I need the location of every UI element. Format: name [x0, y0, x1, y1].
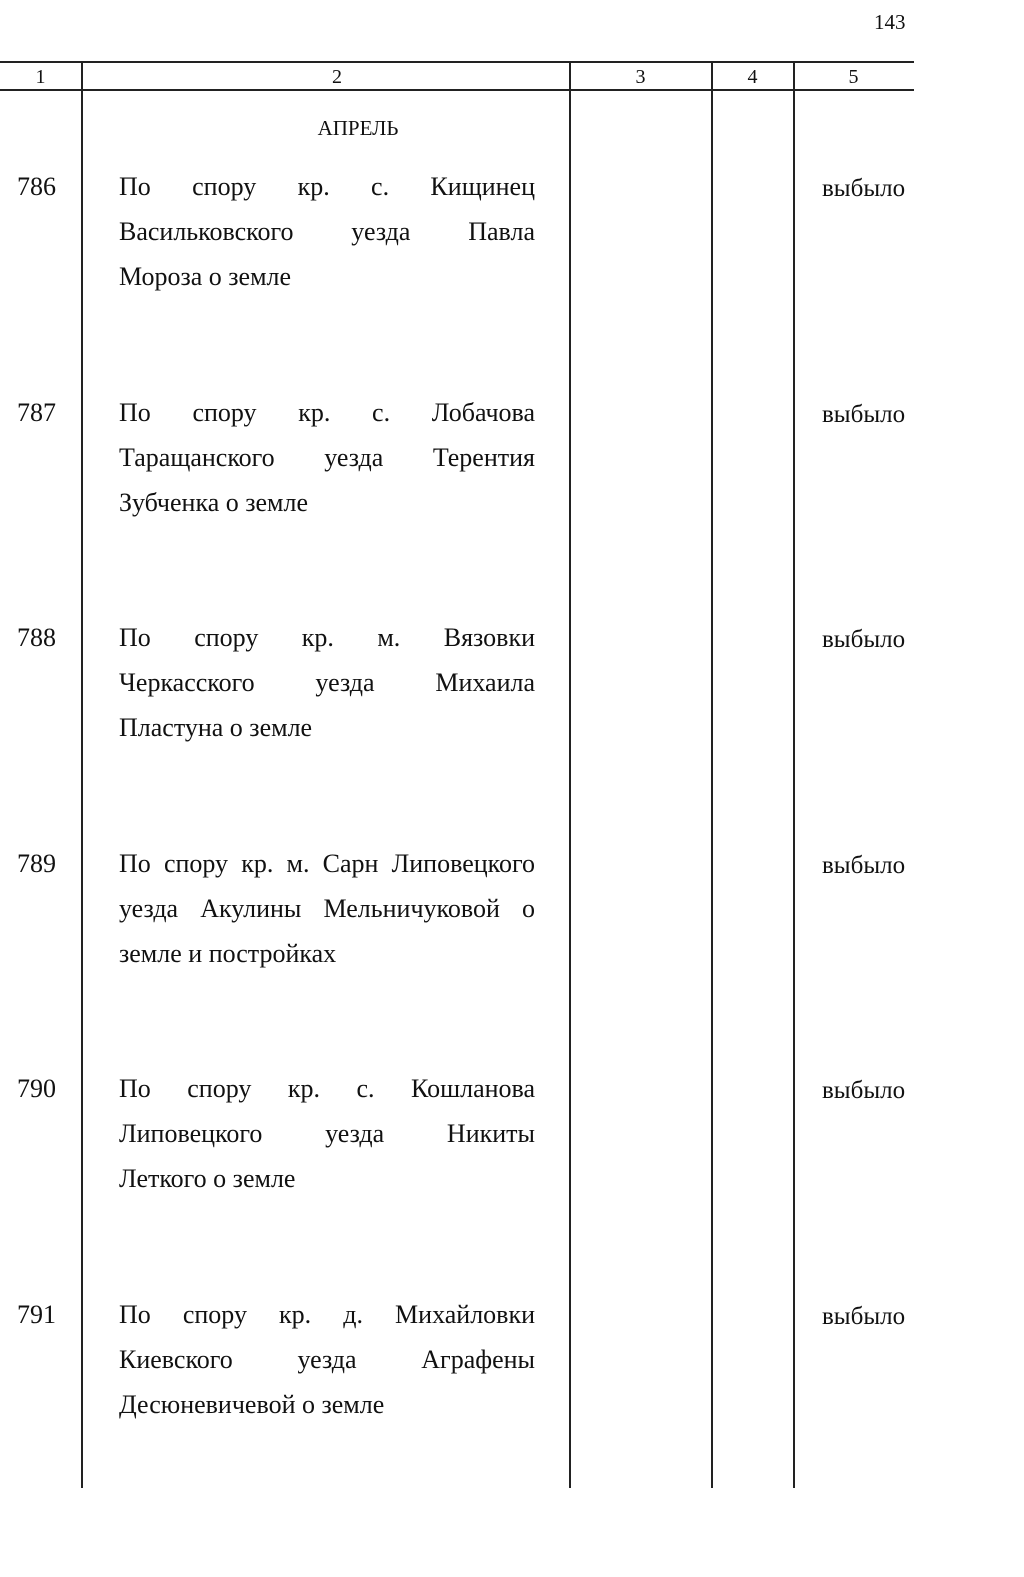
- description-line: По спору кр. с. Кищинец: [119, 172, 535, 201]
- description-line: Васильковского уезда Павла: [119, 217, 535, 246]
- entry-description: [119, 849, 535, 984]
- table-row: [0, 1074, 1024, 1299]
- entry-number: 789: [17, 848, 56, 878]
- entry-status: выбыло: [822, 1077, 906, 1104]
- description-line: По спору кр. д. Михайловки: [119, 1299, 535, 1329]
- description-line: Таращанского уезда Терентия: [119, 442, 535, 472]
- table-row: [0, 1300, 1024, 1525]
- entry-description: [119, 623, 535, 758]
- entry-status: выбыло: [822, 175, 906, 202]
- table-row: [0, 398, 1024, 623]
- header-col-1: 1: [35, 66, 46, 88]
- description-line: По спору кр. с. Лобачова: [119, 397, 535, 427]
- table-row: [0, 623, 1024, 848]
- entry-status: выбыло: [822, 851, 906, 879]
- description-line: Зубченка о земле: [119, 487, 309, 517]
- entry-number: 790: [17, 1074, 56, 1103]
- description-line: уезда Акулины Мельничуковой о: [119, 893, 535, 923]
- entry-status: выбыло: [822, 626, 906, 653]
- header-col-5: 5: [848, 66, 859, 88]
- table-top-rule: [0, 61, 914, 63]
- entry-number: 786: [17, 172, 56, 201]
- description-line: По спору кр. м. Сарн Липовецкого: [119, 848, 535, 878]
- entry-description: [119, 1300, 535, 1435]
- description-line: Липовецкого уезда Никиты: [119, 1119, 535, 1148]
- description-line: Черкасского уезда Михаила: [119, 668, 535, 697]
- table-row: [0, 172, 1024, 397]
- page-number: 143: [874, 10, 906, 34]
- entry-number: 788: [17, 623, 56, 652]
- header-col-3: 3: [635, 66, 646, 88]
- description-line: Мороза о земле: [119, 262, 292, 291]
- table-row: [0, 849, 1024, 1074]
- description-line: По спору кр. м. Вязовки: [119, 623, 535, 652]
- description-line: Леткого о земле: [119, 1164, 296, 1193]
- entry-description: [119, 172, 535, 307]
- description-line: земле и постройках: [119, 938, 337, 968]
- entry-status: выбыло: [822, 400, 906, 428]
- month-heading: АПРЕЛЬ: [317, 116, 399, 140]
- entry-description: [119, 398, 535, 533]
- entry-description: [119, 1074, 535, 1209]
- description-line: Десюневичевой о земле: [119, 1389, 385, 1419]
- description-line: По спору кр. с. Кошланова: [119, 1074, 535, 1103]
- entry-status: выбыло: [822, 1302, 906, 1330]
- description-line: Пластуна о земле: [119, 713, 313, 742]
- description-line: Киевского уезда Аграфены: [119, 1344, 535, 1374]
- entry-number: 791: [17, 1299, 56, 1329]
- header-col-4: 4: [747, 66, 758, 88]
- entry-number: 787: [17, 397, 56, 427]
- header-col-2: 2: [332, 66, 342, 88]
